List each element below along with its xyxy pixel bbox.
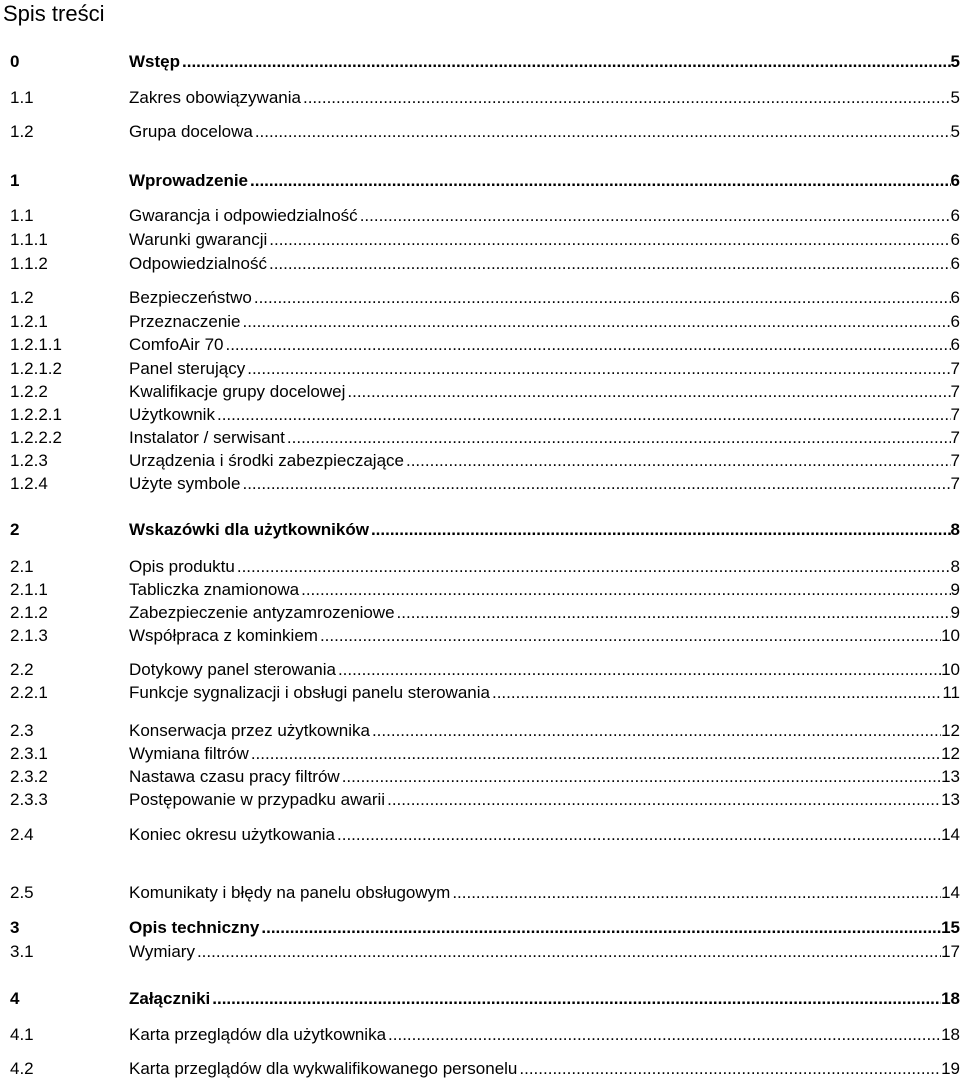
toc-entry[interactable] xyxy=(0,50,960,74)
toc-entry-title: Funkcje sygnalizacji i obsługi panelu sterowania xyxy=(129,683,490,702)
toc-entry[interactable] xyxy=(0,357,960,381)
toc-entry[interactable] xyxy=(0,719,960,743)
toc-entry-title: Grupa docelowa xyxy=(129,122,253,141)
toc-entry-title: Warunki gwarancji xyxy=(129,230,268,249)
toc-entry-number: 2.3.2 xyxy=(10,767,48,786)
toc-entry[interactable] xyxy=(0,742,960,766)
toc-entry-number: 1.2 xyxy=(10,288,34,307)
toc-leader-dots xyxy=(245,357,950,381)
toc-entry-page: 13 xyxy=(941,767,960,786)
toc-entry-title: ComfoAir 70 xyxy=(129,335,224,354)
toc-entry-title: Wymiary xyxy=(129,942,195,961)
toc-entry-title: Konserwacja przez użytkownika xyxy=(129,721,370,740)
toc-entry[interactable] xyxy=(0,555,960,579)
toc-entry[interactable] xyxy=(0,310,960,334)
toc-entry-page: 7 xyxy=(950,428,960,447)
toc-entry[interactable] xyxy=(0,881,960,905)
toc-entry-number: 4.1 xyxy=(10,1025,34,1044)
toc-leader-dots xyxy=(215,403,951,427)
toc-entry-title: Wstęp xyxy=(129,52,180,71)
toc-entry-number: 2.2 xyxy=(10,660,34,679)
toc-entry-title: Wymiana filtrów xyxy=(129,744,249,763)
toc-entry-number: 2.1 xyxy=(10,557,34,576)
toc-entry-title: Dotykowy panel sterowania xyxy=(129,660,336,679)
toc-entry-number: 1.2.4 xyxy=(10,474,48,493)
toc-leader-dots xyxy=(259,916,941,940)
toc-entry[interactable] xyxy=(0,518,960,542)
toc-entry-number: 2.3 xyxy=(10,721,34,740)
toc-entry[interactable] xyxy=(0,658,960,682)
toc-entry-number: 2.1.2 xyxy=(10,603,48,622)
toc-entry-title: Koniec okresu użytkowania xyxy=(129,825,336,844)
toc-entry-number: 2.1.3 xyxy=(10,626,48,645)
toc-entry-title: Załączniki xyxy=(129,989,211,1008)
toc-entry-title: Użyte symbole xyxy=(129,474,241,493)
toc-leader-dots xyxy=(249,742,941,766)
toc-entry-page: 8 xyxy=(950,557,960,576)
toc-entry-page: 18 xyxy=(941,1025,960,1044)
toc-entry[interactable] xyxy=(0,286,960,310)
toc-entry-page: 6 xyxy=(950,312,960,331)
toc-entry-number: 2.1.1 xyxy=(10,580,48,599)
toc-leader-dots xyxy=(490,681,942,705)
toc-entry-number: 1.2.1.1 xyxy=(10,335,62,354)
toc-entry-title: Wskazówki dla użytkowników xyxy=(129,520,369,539)
toc-entry-number: 1.2.1.2 xyxy=(10,359,62,378)
toc-entry-page: 5 xyxy=(950,88,960,107)
toc-entry[interactable] xyxy=(0,940,960,964)
toc-leader-dots xyxy=(386,1023,941,1047)
toc-entry-page: 6 xyxy=(950,206,960,225)
toc-leader-dots xyxy=(248,169,951,193)
toc-entry-number: 1.2.2.2 xyxy=(10,428,62,447)
toc-leader-dots xyxy=(241,310,951,334)
toc-entry-page: 13 xyxy=(941,790,960,809)
toc-entry[interactable] xyxy=(0,823,960,847)
toc-entry-number: 1.2.1 xyxy=(10,312,48,331)
toc-entry-page: 6 xyxy=(950,288,960,307)
toc-entry-number: 1.1.2 xyxy=(10,254,48,273)
toc-entry[interactable] xyxy=(0,252,960,276)
toc-entry[interactable] xyxy=(0,86,960,110)
toc-entry-number: 3 xyxy=(10,918,20,937)
toc-leader-dots xyxy=(336,658,941,682)
toc-entry-page: 7 xyxy=(950,359,960,378)
toc-entry-number: 4.2 xyxy=(10,1059,34,1078)
toc-entry-number: 1.1 xyxy=(10,88,34,107)
toc-entry-number: 1 xyxy=(10,171,20,190)
toc-leader-dots xyxy=(267,228,950,252)
toc-leader-dots xyxy=(335,823,941,847)
toc-entry-title: Kwalifikacje grupy docelowej xyxy=(129,382,346,401)
toc-leader-dots xyxy=(370,719,941,743)
toc-leader-dots xyxy=(404,449,951,473)
toc-entry-page: 15 xyxy=(941,918,960,937)
toc-entry-page: 7 xyxy=(950,474,960,493)
toc-entry[interactable] xyxy=(0,624,960,648)
toc-leader-dots xyxy=(223,333,950,357)
toc-leader-dots xyxy=(195,940,941,964)
toc-entry-page: 12 xyxy=(941,744,960,763)
toc-entry-title: Instalator / serwisant xyxy=(129,428,285,447)
toc-leader-dots xyxy=(299,578,950,602)
toc-entry-number: 2.5 xyxy=(10,883,34,902)
toc-entry-page: 5 xyxy=(950,52,960,71)
toc-leader-dots xyxy=(267,252,951,276)
toc-entry-page: 5 xyxy=(950,122,960,141)
toc-entry[interactable] xyxy=(0,601,960,625)
toc-leader-dots xyxy=(385,788,941,812)
toc-entry-title: Tabliczka znamionowa xyxy=(129,580,300,599)
toc-leader-dots xyxy=(395,601,951,625)
toc-entry[interactable] xyxy=(0,228,960,252)
toc-entry-number: 1.2 xyxy=(10,122,34,141)
toc-entry-page: 11 xyxy=(942,683,960,702)
toc-leader-dots xyxy=(235,555,951,579)
toc-entry-title: Komunikaty i błędy na panelu obsługowym xyxy=(129,883,451,902)
page-title: Spis treści xyxy=(3,1,105,26)
toc-entry-title: Przeznaczenie xyxy=(129,312,241,331)
toc-entry-page: 9 xyxy=(950,603,960,622)
toc-entry[interactable] xyxy=(0,403,960,427)
toc-entry-title: Współpraca z kominkiem xyxy=(129,626,318,645)
toc-leader-dots xyxy=(358,204,951,228)
toc-entry-page: 17 xyxy=(941,942,960,961)
toc-entry-number: 2.4 xyxy=(10,825,34,844)
toc-entry-page: 19 xyxy=(941,1059,960,1078)
toc-entry-number: 1.2.2.1 xyxy=(10,405,62,424)
toc-entry-page: 10 xyxy=(941,660,960,679)
toc-entry-title: Postępowanie w przypadku awarii xyxy=(129,790,386,809)
toc-entry[interactable] xyxy=(0,449,960,473)
toc-entry-title: Odpowiedzialność xyxy=(129,254,267,273)
toc-entry-title: Opis produktu xyxy=(129,557,235,576)
toc-entry-number: 4 xyxy=(10,989,20,1008)
toc-entry-number: 3.1 xyxy=(10,942,34,961)
toc-entry[interactable] xyxy=(0,380,960,404)
toc-leader-dots xyxy=(180,50,951,74)
toc-entry-page: 18 xyxy=(941,989,960,1008)
toc-entry[interactable] xyxy=(0,426,960,450)
toc-entry[interactable] xyxy=(0,578,960,602)
toc-entry-title: Karta przeglądów dla wykwalifikowanego personelu xyxy=(129,1059,518,1078)
toc-entry-title: Użytkownik xyxy=(129,405,215,424)
toc-entry[interactable] xyxy=(0,1057,960,1081)
toc-entry[interactable] xyxy=(0,204,960,228)
toc-leader-dots xyxy=(240,472,950,496)
toc-entry-title: Nastawa czasu pracy filtrów xyxy=(129,767,340,786)
toc-leader-dots xyxy=(318,624,941,648)
toc-entry[interactable] xyxy=(0,120,960,144)
toc-entry[interactable] xyxy=(0,765,960,789)
toc-entry-number: 1.1.1 xyxy=(10,230,48,249)
toc-leader-dots xyxy=(253,120,951,144)
toc-entry-page: 9 xyxy=(950,580,960,599)
toc-entry-page: 6 xyxy=(950,171,960,190)
toc-leader-dots xyxy=(369,518,951,542)
toc-entry[interactable] xyxy=(0,472,960,496)
toc-entry-title: Urządzenia i środki zabezpieczające xyxy=(129,451,404,470)
toc-entry-title: Panel sterujący xyxy=(129,359,246,378)
toc-entry-number: 2 xyxy=(10,520,20,539)
toc-leader-dots xyxy=(285,426,951,450)
toc-entry-title: Wprowadzenie xyxy=(129,171,249,190)
toc-leader-dots xyxy=(340,765,941,789)
toc-entry-page: 14 xyxy=(941,883,960,902)
toc-entry-number: 2.3.1 xyxy=(10,744,48,763)
toc-entry-page: 6 xyxy=(950,254,960,273)
toc-entry-page: 12 xyxy=(941,721,960,740)
toc-entry[interactable] xyxy=(0,788,960,812)
toc-entry-page: 7 xyxy=(950,451,960,470)
toc-entry-title: Opis techniczny xyxy=(129,918,260,937)
toc-leader-dots xyxy=(345,380,950,404)
toc-entry-number: 2.3.3 xyxy=(10,790,48,809)
toc-entry[interactable] xyxy=(0,333,960,357)
toc-entry[interactable] xyxy=(0,1023,960,1047)
toc-entry-page: 6 xyxy=(950,230,960,249)
toc-entry-number: 1.1 xyxy=(10,206,34,225)
toc-entry[interactable] xyxy=(0,916,960,940)
toc-entry-number: 2.2.1 xyxy=(10,683,48,702)
toc-entry-page: 7 xyxy=(950,405,960,424)
toc-leader-dots xyxy=(210,987,941,1011)
toc-leader-dots xyxy=(301,86,951,110)
toc-entry-page: 8 xyxy=(950,520,960,539)
toc-entry-title: Bezpieczeństwo xyxy=(129,288,252,307)
toc-entry-title: Karta przeglądów dla użytkownika xyxy=(129,1025,387,1044)
toc-entry[interactable] xyxy=(0,681,960,705)
toc-entry-number: 1.2.3 xyxy=(10,451,48,470)
toc-entry-page: 14 xyxy=(941,825,960,844)
toc-leader-dots xyxy=(517,1057,941,1081)
toc-entry-title: Gwarancja i odpowiedzialność xyxy=(129,206,358,225)
toc-leader-dots xyxy=(252,286,951,310)
toc-entry-page: 7 xyxy=(950,382,960,401)
toc-entry-page: 10 xyxy=(941,626,960,645)
toc-leader-dots xyxy=(450,881,941,905)
toc-entry[interactable] xyxy=(0,169,960,193)
toc-entry-number: 1.2.2 xyxy=(10,382,48,401)
toc-entry[interactable] xyxy=(0,987,960,1011)
toc-entry-title: Zabezpieczenie antyzamrozeniowe xyxy=(129,603,395,622)
toc-entry-number: 0 xyxy=(10,52,20,71)
toc-entry-page: 6 xyxy=(950,335,960,354)
toc-entry-title: Zakres obowiązywania xyxy=(129,88,301,107)
